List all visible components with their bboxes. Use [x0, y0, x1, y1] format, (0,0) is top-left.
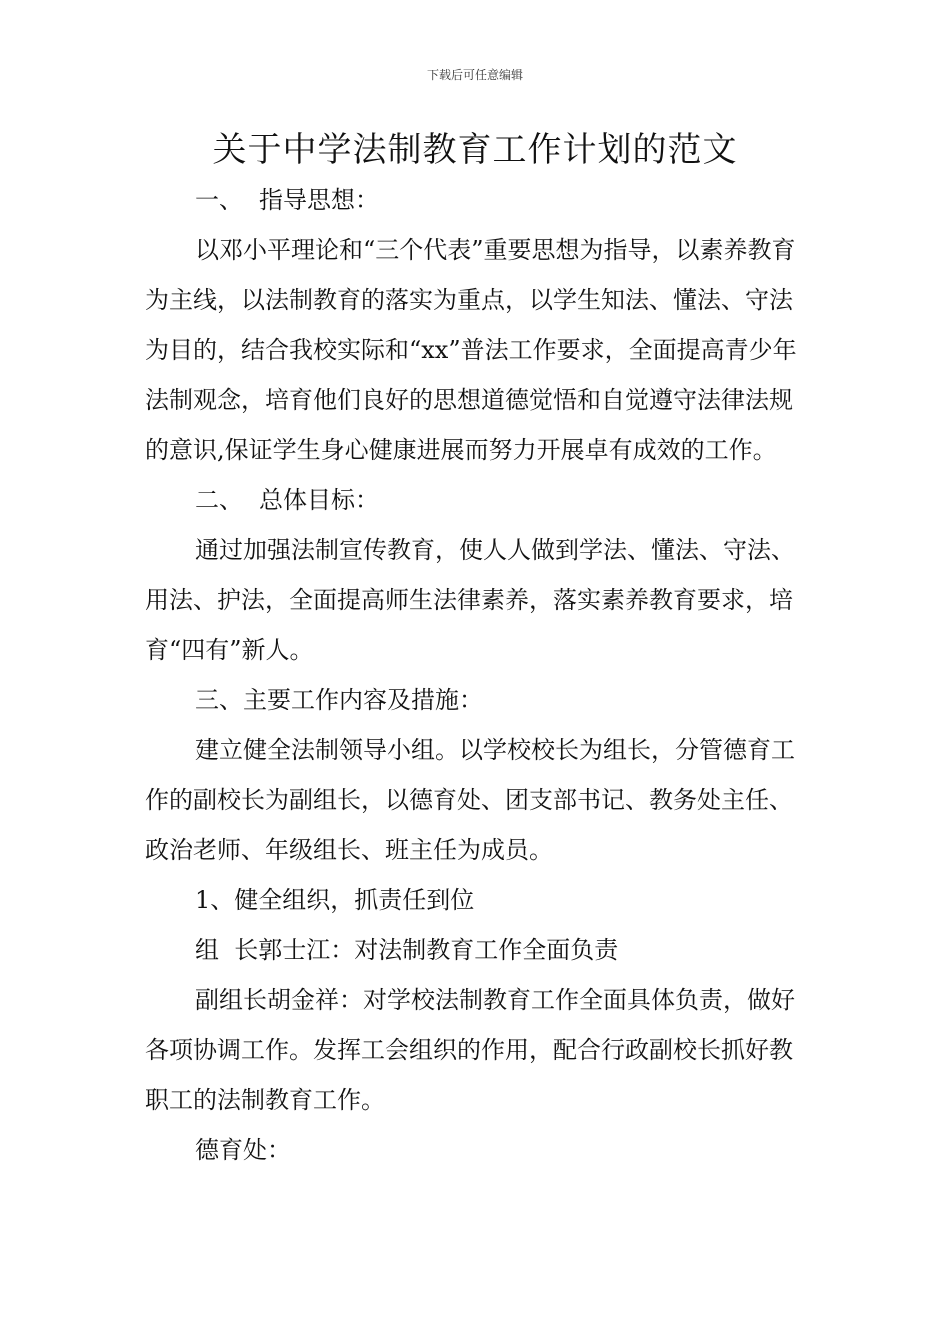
section-1-heading [145, 175, 815, 225]
section-1-number: 一、 [195, 186, 243, 214]
page-header-note: 下载后可任意编辑 [426, 68, 523, 82]
section-1-paragraph: 以邓小平理论和“三个代表”重要思想为指导，以素养教育为主线，以法制教育的落实为重点，以学生知法、懂法、守法为目的，结合我校实际和“xx”普法工作要求，全面提高青少年法制观念，培育他们良好的思想道德觉悟和自觉遵守法律法规的意识,保证学生身心健康进展而努力开展卓有成效的工作。 [145, 236, 797, 464]
item-1-heading: 1、健全组织，抓责任到位 [195, 886, 475, 914]
group-leader-line: 组 长郭士江：对法制教育工作全面负责 [195, 936, 619, 964]
section-2-heading [145, 475, 815, 525]
document-body [145, 175, 815, 1175]
section-2-number: 二、 [195, 486, 243, 514]
section-2-title: 总体目标： [259, 486, 379, 514]
section-3-heading: 三、主要工作内容及措施： [195, 686, 483, 714]
deputy-leader-paragraph: 副组长胡金祥：对学校法制教育工作全面具体负责，做好各项协调工作。发挥工会组织的作用，配合行政副校长抓好教职工的法制教育工作。 [145, 986, 795, 1114]
moral-office-heading: 德育处： [195, 1136, 291, 1164]
section-3-paragraph: 建立健全法制领导小组。以学校校长为组长，分管德育工作的副校长为副组长，以德育处、团支部书记、教务处主任、政治老师、年级组长、班主任为成员。 [145, 736, 795, 864]
section-2-paragraph: 通过加强法制宣传教育，使人人做到学法、懂法、守法、用法、护法，全面提高师生法律素养，落实素养教育要求，培育“四有”新人。 [145, 536, 795, 664]
document-title: 关于中学法制教育工作计划的范文 [212, 130, 738, 170]
section-1-title: 指导思想： [259, 186, 379, 214]
